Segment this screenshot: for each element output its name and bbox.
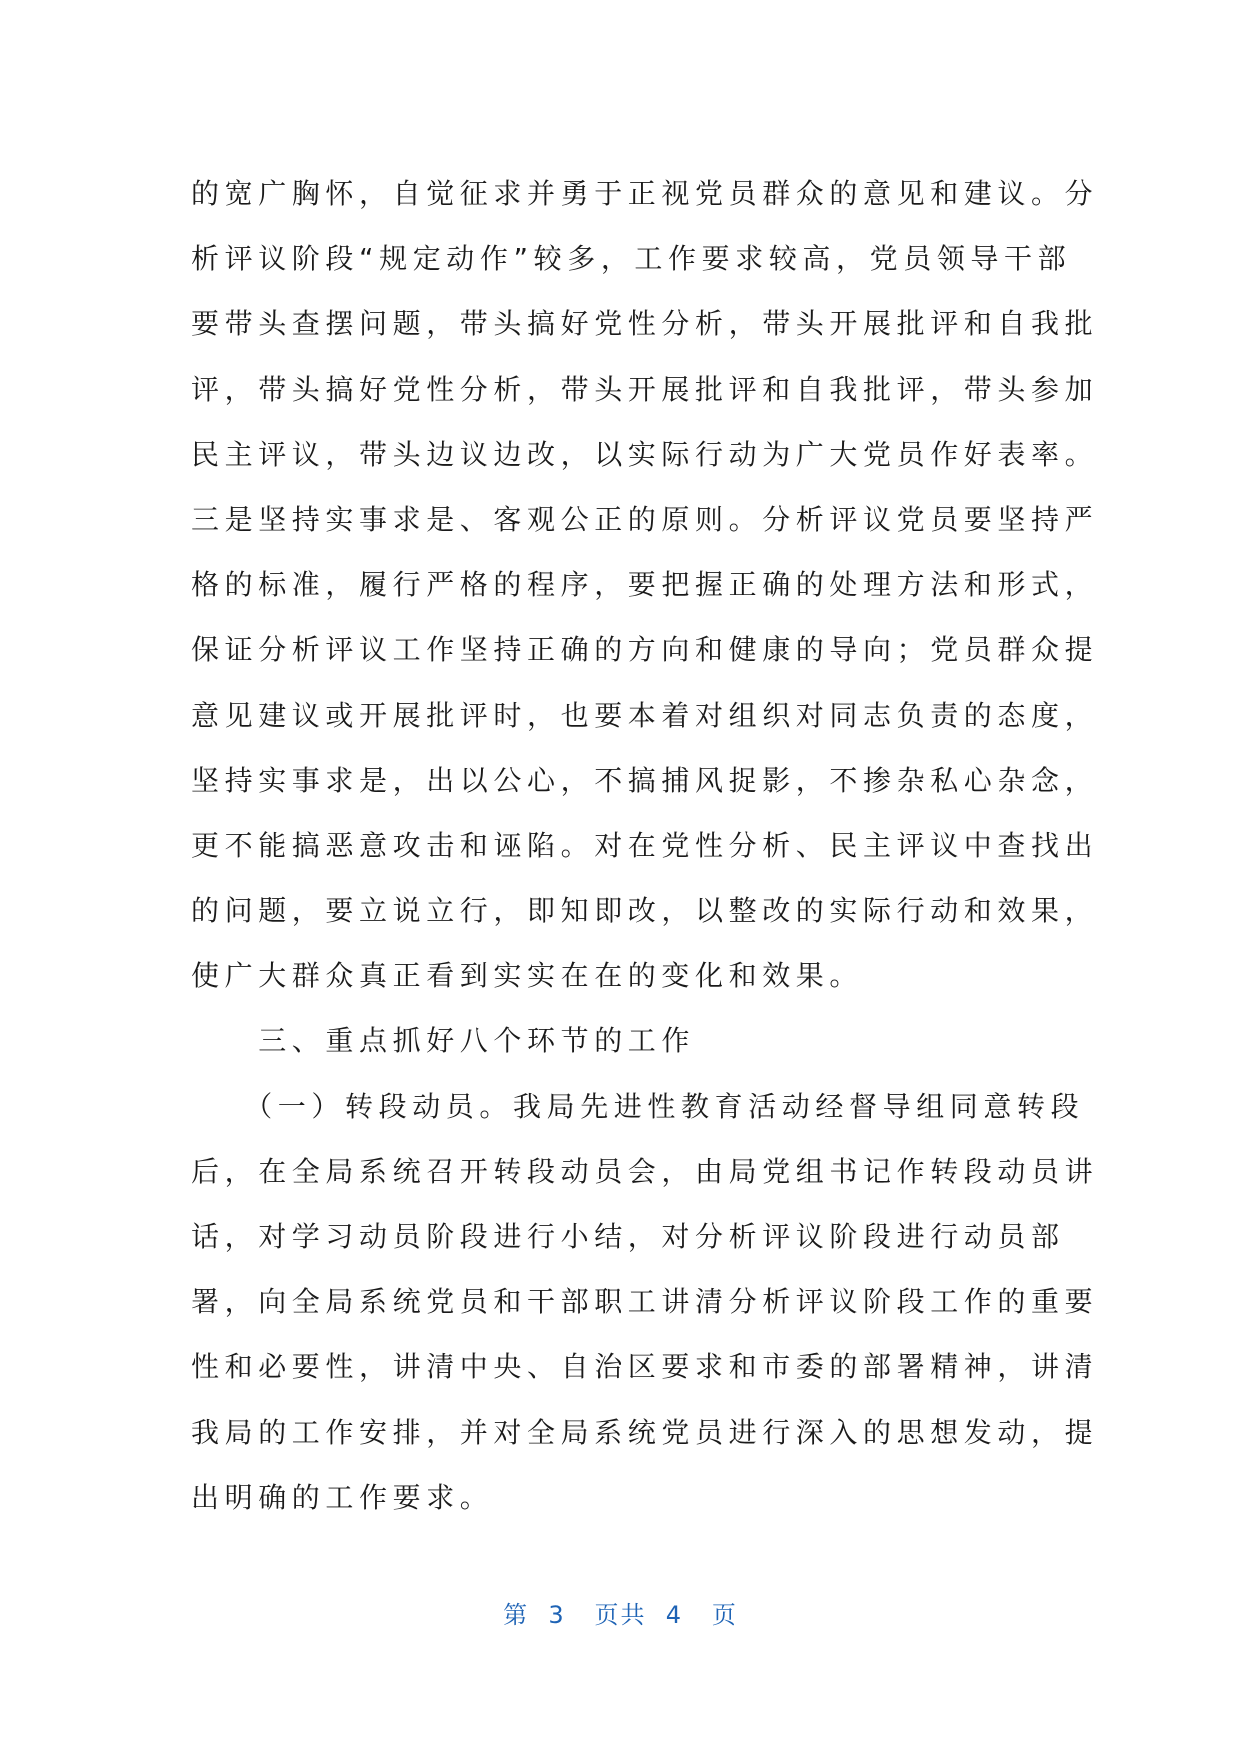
text-line: 后，在全局系统召开转段动员会，由局党组书记作转段动员讲 (191, 1154, 1099, 1188)
text-line: 析评议阶段“规定动作”较多，工作要求较高，党员领导干部 (191, 242, 1072, 276)
text-line: 的问题，要立说立行，即知即改，以整改的实际行动和效果， (191, 894, 1099, 928)
text-line: 话，对学习动员阶段进行小结，对分析评议阶段进行动员部 (191, 1220, 1065, 1253)
text-line: 意见建议或开展批评时，也要本着对组织对同志负责的态度， (191, 698, 1099, 732)
document-body (191, 161, 1099, 1530)
text-line: 保证分析评议工作坚持正确的方向和健康的导向；党员群众提 (191, 633, 1099, 667)
text-line: 格的标准，履行严格的程序，要把握正确的处理方法和形式， (191, 568, 1099, 602)
text-line: 性和必要性，讲清中央、自治区要求和市委的部署精神，讲清 (191, 1350, 1099, 1384)
text-line: 坚持实事求是，出以公心，不搞捕风捉影，不掺杂私心杂念， (191, 763, 1099, 797)
text-line: 出明确的工作要求。 (191, 1480, 494, 1514)
text-line: 要带头查摆问题，带头搞好党性分析，带头开展批评和自我批 (191, 307, 1099, 341)
text-line: 评，带头搞好党性分析，带头开展批评和自我批评，带头参加 (191, 372, 1099, 406)
text-line: 更不能搞恶意攻击和诬陷。对在党性分析、民主评议中查找出 (191, 828, 1099, 862)
text-line: （一）转段动员。我局先进性教育活动经督导组同意转段 (191, 1089, 1085, 1123)
text-line: 署，向全局系统党员和干部职工讲清分析评议阶段工作的重要 (191, 1285, 1099, 1319)
text-line: 使广大群众真正看到实实在在的变化和效果。 (191, 959, 864, 993)
text-line: 三是坚持实事求是、客观公正的原则。分析评议党员要坚持严 (191, 502, 1099, 536)
text-line: 的宽广胸怀，自觉征求并勇于正视党员群众的意见和建议。分 (191, 177, 1099, 210)
text-line: 我局的工作安排，并对全局系统党员进行深入的思想发动，提 (191, 1415, 1099, 1449)
page-number-footer: 第 3 页共 4 页 (503, 1601, 738, 1629)
section-heading: 三、重点抓好八个环节的工作 (191, 1024, 696, 1058)
text-line: 民主评议，带头边议边改，以实际行动为广大党员作好表率。 (191, 437, 1099, 471)
